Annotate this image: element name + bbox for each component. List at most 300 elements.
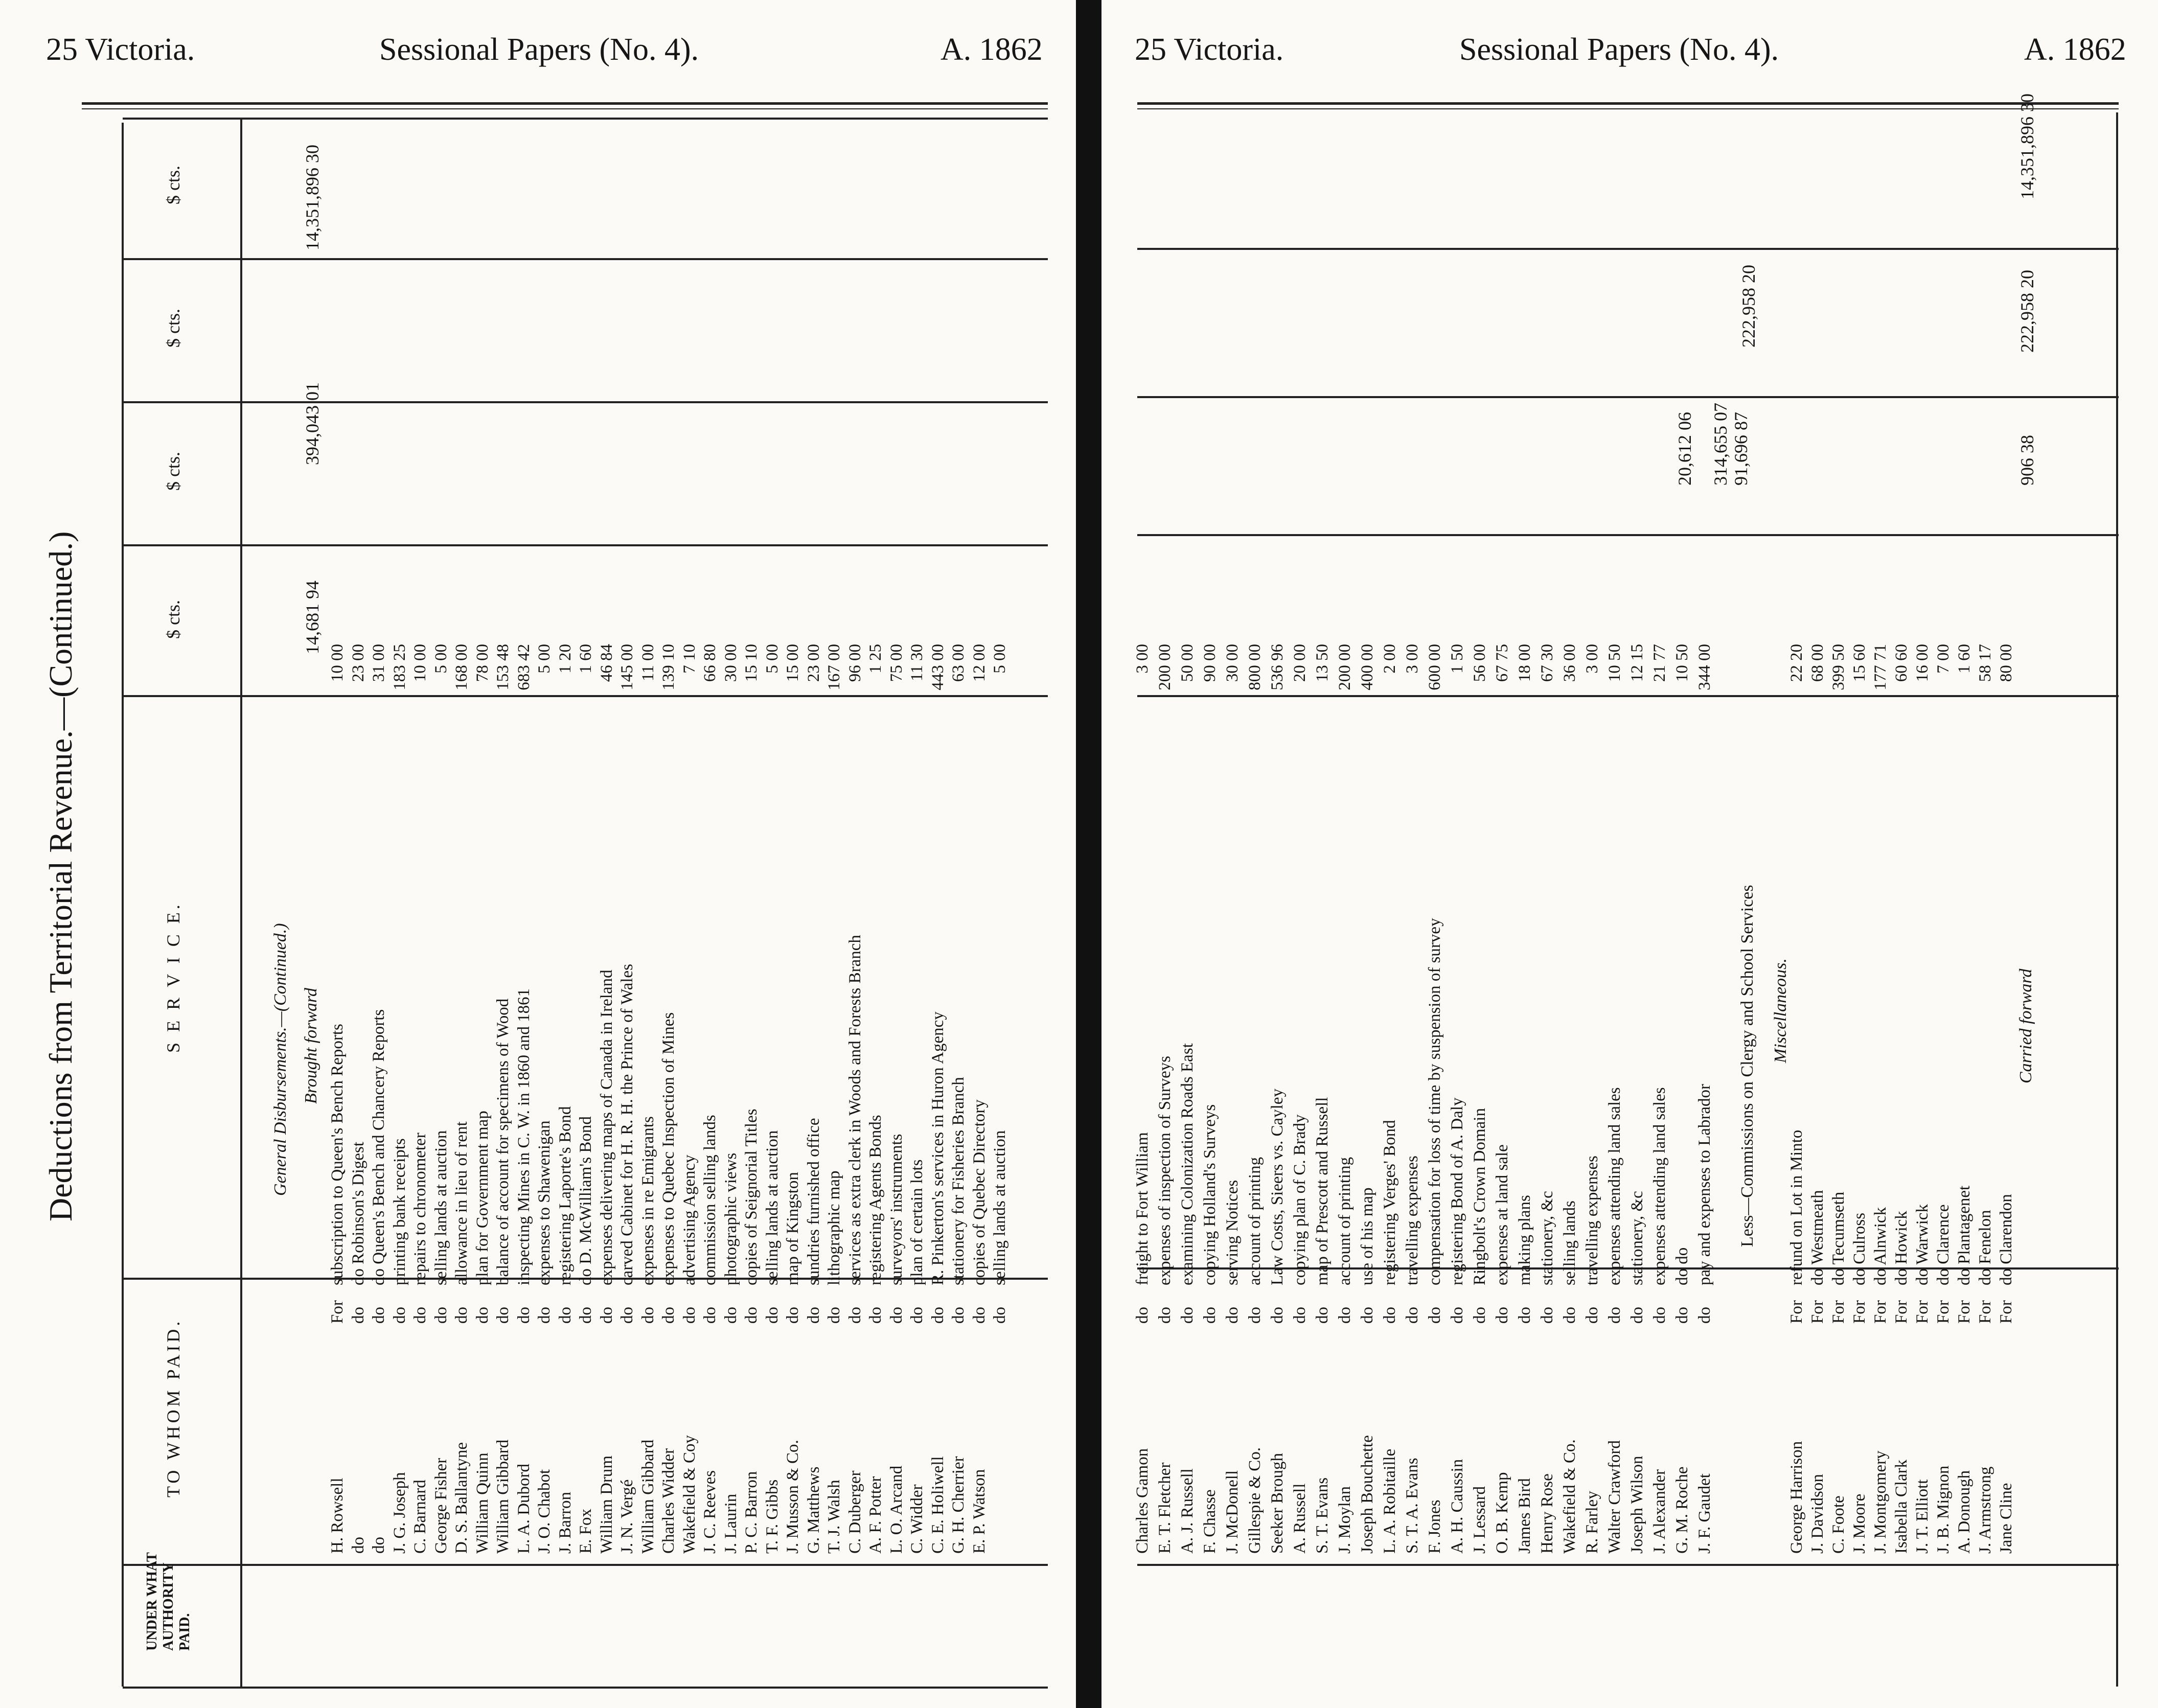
amount-cell: 10 50: [1605, 644, 1624, 682]
amount-heading-3: $ cts.: [163, 309, 183, 348]
service-cell: do D. McWilliam's Bond: [577, 1116, 595, 1285]
service-cell: expenses to Quebec Inspection of Mines: [659, 1012, 678, 1285]
ledger-row: [472, 542, 493, 1554]
amount-cell: 58 17: [1976, 644, 1994, 682]
amount-cell: 36 00: [1560, 644, 1579, 682]
amount-cell: 46 84: [597, 644, 616, 682]
ledger-row: [1200, 542, 1220, 1554]
service-prefix-cell: do: [556, 1307, 575, 1324]
service-prefix-cell: For: [1808, 1300, 1827, 1324]
amount-cell: 12 00: [970, 644, 989, 682]
table-title: Deductions from Territorial Revenue.—(Continued.): [42, 531, 79, 1221]
service-prefix-cell: do: [618, 1307, 636, 1324]
service-cell: subscription to Queen's Bench Reports: [328, 1024, 347, 1285]
ledger-row: [845, 542, 865, 1554]
amount-cell: 10 00: [411, 644, 429, 682]
to-whom-heading: TO WHOM PAID.: [163, 1318, 183, 1497]
payee-cell: C. E. Holiwell: [928, 1456, 947, 1554]
payee-cell: S. T. A. Evans: [1403, 1458, 1421, 1554]
right-rows: [1132, 542, 1735, 1554]
ledger-row: [700, 542, 720, 1554]
service-cell: examining Colonization Roads East: [1178, 1043, 1197, 1285]
service-prefix-cell: do: [370, 1307, 388, 1324]
left-col-rule-0: [123, 118, 1048, 120]
ledger-row: [493, 542, 513, 1554]
payee-cell: E. T. Fletcher: [1156, 1462, 1174, 1554]
payee-cell: J. Alexander: [1650, 1469, 1669, 1554]
service-prefix-cell: For: [1850, 1300, 1869, 1324]
ledger-row: [327, 542, 348, 1554]
left-page: [0, 0, 1076, 1708]
service-prefix-cell: do: [1605, 1307, 1624, 1324]
service-cell: plan of certain lots: [908, 1159, 926, 1285]
service-cell: do Queen's Bench and Chancery Reports: [370, 1009, 388, 1285]
ledger-row: [679, 542, 700, 1554]
service-prefix-cell: do: [784, 1307, 802, 1324]
amount-cell: 96 00: [845, 644, 864, 682]
ledger-row: [1492, 542, 1512, 1554]
payee-cell: William Quinn: [473, 1452, 492, 1554]
service-cell: expenses to Shawenigan: [535, 1120, 554, 1285]
ledger-row: [1357, 542, 1378, 1554]
ledger-row: [1155, 542, 1175, 1554]
payee-cell: J. Barron: [556, 1492, 575, 1554]
right-top-rule-thin: [1137, 108, 2119, 109]
ledger-row: [1807, 542, 1828, 1554]
payee-cell: J. Laurin: [721, 1493, 740, 1554]
service-prefix-cell: do: [1358, 1307, 1376, 1324]
left-header-session: 25 Victoria.: [46, 32, 195, 67]
payee-cell: F. Jones: [1426, 1499, 1444, 1554]
ledger-row: [638, 542, 658, 1554]
right-total-b: 91,696 87: [1731, 412, 1751, 486]
service-cell: surveyors' instruments: [887, 1134, 906, 1285]
ledger-row: [1537, 542, 1557, 1554]
service-cell: expenses at land sale: [1493, 1144, 1511, 1285]
ledger-row: [1470, 542, 1490, 1554]
ledger-row: [1891, 542, 1912, 1554]
amount-cell: 200 00: [1336, 644, 1354, 690]
payee-cell: William Gibbard: [494, 1439, 512, 1554]
ledger-row: [969, 542, 990, 1554]
amount-cell: 31 00: [370, 644, 388, 682]
service-prefix-cell: do: [659, 1307, 678, 1324]
amount-cell: 5 00: [763, 644, 782, 674]
service-cell: advertising Agency: [680, 1155, 699, 1285]
payee-cell: J. O. Chabot: [535, 1469, 554, 1554]
amount-cell: 15 60: [1850, 644, 1869, 682]
service-prefix-cell: do: [1291, 1307, 1309, 1324]
service-cell: registering Verges' Bond: [1381, 1120, 1399, 1285]
brought-forward-amt4: 14,351,896 30: [302, 145, 323, 250]
amount-cell: 10 00: [328, 644, 347, 682]
service-cell: plan for Government map: [473, 1111, 492, 1285]
amount-cell: 344 00: [1695, 644, 1714, 690]
payee-cell: J. McDonell: [1223, 1470, 1242, 1554]
service-cell: repairs to chronometer: [411, 1133, 429, 1285]
service-prefix-cell: do: [1313, 1307, 1331, 1324]
payee-cell: J. Lessard: [1471, 1486, 1489, 1554]
service-prefix-cell: do: [535, 1307, 554, 1324]
amount-cell: 12 15: [1628, 644, 1646, 682]
payee-cell: J. Montgomery: [1871, 1450, 1890, 1554]
right-total-a: 314,655 07: [1710, 403, 1731, 486]
payee-cell: L. A. Dubord: [514, 1464, 533, 1554]
payee-cell: Walter Crawford: [1605, 1440, 1624, 1554]
service-prefix-cell: For: [1829, 1300, 1848, 1324]
amount-cell: 11 30: [908, 644, 926, 682]
service-cell: allowance in lieu of rent: [452, 1121, 471, 1285]
amount-cell: 75 00: [887, 644, 906, 682]
left-head-divider: [240, 118, 242, 1687]
service-cell: sundries furnished office: [804, 1118, 823, 1285]
service-prefix-cell: do: [1133, 1307, 1152, 1324]
service-cell: copying plan of C. Brady: [1291, 1114, 1309, 1285]
ledger-row: [721, 542, 741, 1554]
payee-cell: J. Moylan: [1336, 1486, 1354, 1554]
service-cell: photographic views: [721, 1152, 740, 1285]
amount-cell: 153 48: [494, 644, 512, 690]
service-cell: map of Kingston: [784, 1172, 802, 1285]
amount-cell: 1 60: [577, 644, 595, 674]
ledger-row: [1933, 542, 1954, 1554]
service-cell: do Tecumseth: [1829, 1191, 1848, 1285]
brought-forward-label: Brought forward: [302, 987, 320, 1104]
payee-cell: L. A. Robitaille: [1381, 1448, 1399, 1554]
misc-heading: Miscellaneous.: [1771, 958, 1790, 1063]
brought-forward-amt2: 394,043 01: [302, 382, 323, 465]
service-prefix-cell: do: [804, 1307, 823, 1324]
payee-cell: Jane Cline: [1997, 1483, 2015, 1554]
amount-cell: 78 00: [473, 644, 492, 682]
payee-cell: A. F. Potter: [866, 1476, 885, 1554]
ledger-row: [1975, 542, 1995, 1554]
payee-cell: H. Rowsell: [328, 1478, 347, 1554]
ledger-row: [1312, 542, 1333, 1554]
right-header-session: 25 Victoria.: [1135, 32, 1284, 67]
ledger-row: [596, 542, 617, 1554]
service-prefix-cell: do: [1426, 1307, 1444, 1324]
payee-cell: J. F. Gaudet: [1695, 1473, 1714, 1554]
service-prefix-cell: do: [1538, 1307, 1556, 1324]
payee-cell: F. Chasse: [1201, 1489, 1219, 1554]
ledger-row: [1672, 542, 1692, 1554]
ledger-row: [1425, 542, 1445, 1554]
service-cell: selling lands at auction: [763, 1130, 782, 1285]
service-cell: selling lands: [1560, 1201, 1579, 1285]
service-prefix-cell: do: [638, 1307, 657, 1324]
ledger-row: [783, 542, 803, 1554]
service-cell: refund on Lot in Minto: [1787, 1129, 1806, 1285]
amount-cell: 67 75: [1493, 644, 1511, 682]
service-cell: do Clarendon: [1997, 1194, 2015, 1285]
service-cell: freight to Fort William: [1133, 1132, 1152, 1285]
amount-cell: 200 00: [1156, 644, 1174, 690]
misc-rows: [1786, 542, 2027, 1554]
left-col-rule-1: [123, 258, 1048, 260]
service-prefix-cell: do: [597, 1307, 616, 1324]
payee-cell: J. Armstrong: [1976, 1466, 1994, 1554]
amount-cell: 11 00: [638, 644, 657, 682]
ledger-row: [865, 542, 886, 1554]
service-prefix-cell: do: [411, 1307, 429, 1324]
right-frame: [2116, 112, 2118, 1687]
service-prefix-cell: do: [1695, 1307, 1714, 1324]
left-col-rule-6: [123, 1564, 1048, 1566]
carried-forward-amt2: 906 38: [2017, 435, 2037, 486]
service-prefix-cell: do: [1560, 1307, 1579, 1324]
payee-cell: J. N. Vergé: [618, 1479, 636, 1554]
service-prefix-cell: For: [1955, 1300, 1973, 1324]
ledger-row: [1912, 542, 1933, 1554]
service-cell: registering Laporte's Bond: [556, 1106, 575, 1285]
service-heading: S E R V I C E.: [163, 902, 183, 1053]
ledger-row: [1290, 542, 1310, 1554]
service-prefix-cell: do: [845, 1307, 864, 1324]
service-cell: do Howick: [1892, 1211, 1911, 1285]
service-cell: do Clarence: [1934, 1204, 1953, 1285]
amount-cell: 168 00: [452, 644, 471, 690]
service-prefix-cell: do: [1381, 1307, 1399, 1324]
payee-cell: J. Moore: [1850, 1493, 1869, 1554]
amount-cell: 443 00: [928, 644, 947, 690]
payee-cell: T. J. Walsh: [825, 1480, 843, 1554]
service-prefix-cell: do: [825, 1307, 843, 1324]
ledger-row: [990, 542, 1010, 1554]
payee-cell: C. Duberger: [845, 1470, 864, 1554]
payee-cell: R. Farley: [1583, 1491, 1601, 1554]
ledger-row: [534, 542, 555, 1554]
amount-cell: 30 00: [721, 644, 740, 682]
amount-cell: 2 00: [1381, 644, 1399, 674]
amount-cell: 800 00: [1246, 644, 1264, 690]
amount-cell: 3 00: [1583, 644, 1601, 674]
payee-cell: J. T. Elliott: [1913, 1479, 1932, 1554]
payee-cell: Joseph Wilson: [1628, 1456, 1646, 1554]
service-prefix-cell: For: [328, 1300, 347, 1324]
amount-cell: 80 00: [1997, 644, 2015, 682]
service-cell: expenses attending land sales: [1650, 1087, 1669, 1285]
payee-cell: Wakefield & Coy: [680, 1435, 699, 1554]
ledger-row: [1447, 542, 1467, 1554]
service-prefix-cell: do: [742, 1307, 761, 1324]
service-prefix-cell: do: [1156, 1307, 1174, 1324]
ledger-row: [389, 542, 410, 1554]
payee-cell: Charles Widder: [659, 1448, 678, 1554]
ledger-row: [555, 542, 576, 1554]
service-prefix-cell: do: [1516, 1307, 1534, 1324]
payee-cell: J. Musson & Co.: [784, 1440, 802, 1554]
service-prefix-cell: do: [887, 1307, 906, 1324]
service-cell: do Westmeath: [1808, 1190, 1827, 1285]
service-cell: copying Holland's Surveys: [1201, 1104, 1219, 1285]
payee-cell: A. J. Russell: [1178, 1468, 1197, 1554]
right-header-papers: Sessional Papers (No. 4).: [1459, 32, 1779, 67]
payee-cell: E. P. Watson: [970, 1469, 989, 1554]
payee-cell: George Fisher: [431, 1458, 450, 1554]
service-cell: expenses in re Emigrants: [638, 1116, 657, 1285]
service-cell: copies of Seignorial Titles: [742, 1109, 761, 1285]
amount-cell: 600 00: [1426, 644, 1444, 690]
service-cell: travelling expenses: [1403, 1156, 1421, 1285]
ledger-row: [1514, 542, 1535, 1554]
amount-cell: 3 00: [1133, 644, 1152, 674]
service-prefix-cell: For: [1892, 1300, 1911, 1324]
service-prefix-cell: do: [1650, 1307, 1669, 1324]
ledger-row: [1786, 542, 1807, 1554]
payee-cell: G. Matthews: [804, 1466, 823, 1554]
less-commissions-label: Less—Commissions on Clergy and School Services: [1738, 885, 1757, 1247]
payee-cell: [990, 1339, 1010, 1554]
payee-cell: C. Widder: [908, 1484, 926, 1554]
service-prefix-cell: do: [701, 1307, 719, 1324]
payee-cell: A. Russell: [1291, 1483, 1309, 1554]
amount-cell: 20 00: [1291, 644, 1309, 682]
amount-cell: 5 00: [431, 644, 450, 674]
right-header-year: A. 1862: [2024, 32, 2126, 67]
amount-cell: 183 25: [390, 644, 409, 690]
service-cell: commission selling lands: [701, 1115, 719, 1285]
right-col-rule-2: [1137, 396, 2119, 398]
amount-cell: 50 00: [1178, 644, 1197, 682]
ledger-row: [451, 542, 472, 1554]
service-prefix-cell: do: [763, 1307, 782, 1324]
service-cell: stationery, &c: [1538, 1191, 1556, 1285]
service-cell: pay and expenses to Labrador: [1695, 1083, 1714, 1285]
amount-cell: 1 20: [556, 644, 575, 674]
ledger-row: [762, 542, 783, 1554]
right-top-rule: [1137, 102, 2119, 105]
service-cell: do Fenelon: [1976, 1210, 1994, 1285]
payee-cell: Wakefield & Co.: [1560, 1439, 1579, 1554]
payee-cell: do: [370, 1537, 388, 1554]
amount-cell: 7 00: [1934, 644, 1953, 674]
service-cell: do Culross: [1850, 1212, 1869, 1285]
service-prefix-cell: do: [473, 1307, 492, 1324]
ledger-row: [1267, 542, 1288, 1554]
payee-cell: G. M. Roche: [1673, 1466, 1691, 1554]
amount-cell: 30 00: [1223, 644, 1242, 682]
service-cell: account of printing: [1246, 1157, 1264, 1285]
service-prefix-cell: do: [1246, 1307, 1264, 1324]
service-prefix-cell: For: [1913, 1300, 1932, 1324]
service-cell: registering Bond of A. Daly: [1448, 1097, 1466, 1285]
ledger-row: [576, 542, 596, 1554]
carried-forward-amt4: 14,351,896 30: [2017, 94, 2037, 199]
ledger-row: [803, 542, 824, 1554]
ledger-row: [369, 542, 389, 1554]
left-top-rule-thin: [82, 108, 1048, 109]
left-rows: [327, 542, 1022, 1554]
service-cell: expenses of inspection of Surveys: [1156, 1055, 1174, 1285]
service-prefix-cell: do: [866, 1307, 885, 1324]
service-cell: carved Cabinet for H. R. H. the Prince of Wales: [618, 963, 636, 1285]
right-col-rule-3: [1137, 534, 2119, 536]
ledger-row: [741, 542, 762, 1554]
ledger-row: [1954, 542, 1975, 1554]
right-col-rule-6: [1137, 1564, 2119, 1566]
payee-cell: George Harrison: [1787, 1441, 1806, 1554]
amount-cell: 536 96: [1268, 644, 1287, 690]
service-cell: expenses attending land sales: [1605, 1087, 1624, 1285]
service-prefix-cell: do: [1268, 1307, 1287, 1324]
payee-cell: L. O. Arcand: [887, 1465, 906, 1554]
ledger-row: [348, 542, 369, 1554]
ledger-row: [1604, 542, 1625, 1554]
amount-heading-4: $ cts.: [163, 166, 183, 204]
payee-cell: Joseph Bouchette: [1358, 1435, 1376, 1554]
service-prefix-cell: do: [431, 1307, 450, 1324]
ledger-row: [1335, 542, 1355, 1554]
ledger-row: [886, 542, 907, 1554]
section-heading: General Disbursements.—(Continued.): [271, 923, 290, 1196]
payee-cell: J. G. Joseph: [390, 1472, 409, 1554]
service-cell: R. Pinkerton's services in Huron Agency: [928, 1011, 947, 1285]
service-prefix-cell: do: [680, 1307, 699, 1324]
service-cell: registering Agents Bonds: [866, 1115, 885, 1285]
amount-cell: 399 50: [1829, 644, 1848, 690]
right-col-rule-1: [1137, 248, 2119, 250]
service-prefix-cell: do: [1336, 1307, 1354, 1324]
payee-cell: Henry Rose: [1538, 1473, 1556, 1554]
ledger-row: [1582, 542, 1602, 1554]
service-cell: printing bank receipts: [390, 1138, 409, 1285]
service-prefix-cell: do: [1201, 1307, 1219, 1324]
ledger-row: [907, 542, 927, 1554]
payee-cell: O. B. Kemp: [1493, 1472, 1511, 1554]
payee-cell: Isabella Clark: [1892, 1459, 1911, 1554]
service-prefix-cell: do: [1628, 1307, 1646, 1324]
left-col-rule-2: [123, 401, 1048, 403]
ledger-row: [431, 542, 451, 1554]
amount-cell: 400 00: [1358, 644, 1376, 690]
ledger-row: [1694, 542, 1715, 1554]
amount-cell: 1 50: [1448, 644, 1466, 674]
service-cell: making plans: [1516, 1195, 1534, 1285]
amount-cell: 56 00: [1471, 644, 1489, 682]
ledger-row: [1402, 542, 1422, 1554]
service-cell: account of printing: [1336, 1157, 1354, 1285]
amount-cell: 90 00: [1201, 644, 1219, 682]
left-top-rule: [82, 102, 1048, 105]
payee-cell: James Bird: [1516, 1478, 1534, 1554]
service-cell: copies of Quebec Directory: [970, 1099, 989, 1285]
service-cell: do do: [1673, 1247, 1691, 1285]
payee-cell: P. C. Barron: [742, 1471, 761, 1554]
left-frame: [122, 123, 124, 1687]
payee-cell: William Gibbard: [638, 1439, 657, 1554]
service-prefix-cell: do: [390, 1307, 409, 1324]
service-cell: use of his map: [1358, 1187, 1376, 1285]
service-cell: stationery for Fisheries Branch: [949, 1077, 968, 1285]
amount-cell: 68 00: [1808, 644, 1827, 682]
service-prefix-cell: do: [970, 1307, 989, 1324]
payee-cell: Charles Gamon: [1133, 1448, 1152, 1554]
left-header-year: A. 1862: [940, 32, 1043, 67]
amount-cell: 5 00: [991, 644, 1009, 674]
payee-cell: G. H. Cherrier: [949, 1456, 968, 1554]
ledger-row: [1627, 542, 1647, 1554]
service-cell: stationery, &c: [1628, 1191, 1646, 1285]
service-prefix-cell: do: [1448, 1307, 1466, 1324]
amount-cell: 10 50: [1673, 644, 1691, 682]
service-prefix-cell: For: [1787, 1300, 1806, 1324]
ledger-row: [617, 542, 637, 1554]
ledger-row: [1849, 542, 1870, 1554]
service-cell: do Robinson's Digest: [349, 1142, 368, 1285]
payee-cell: A. H. Caussin: [1448, 1459, 1466, 1554]
service-cell: compensation for loss of time by suspension of survey: [1426, 918, 1444, 1285]
